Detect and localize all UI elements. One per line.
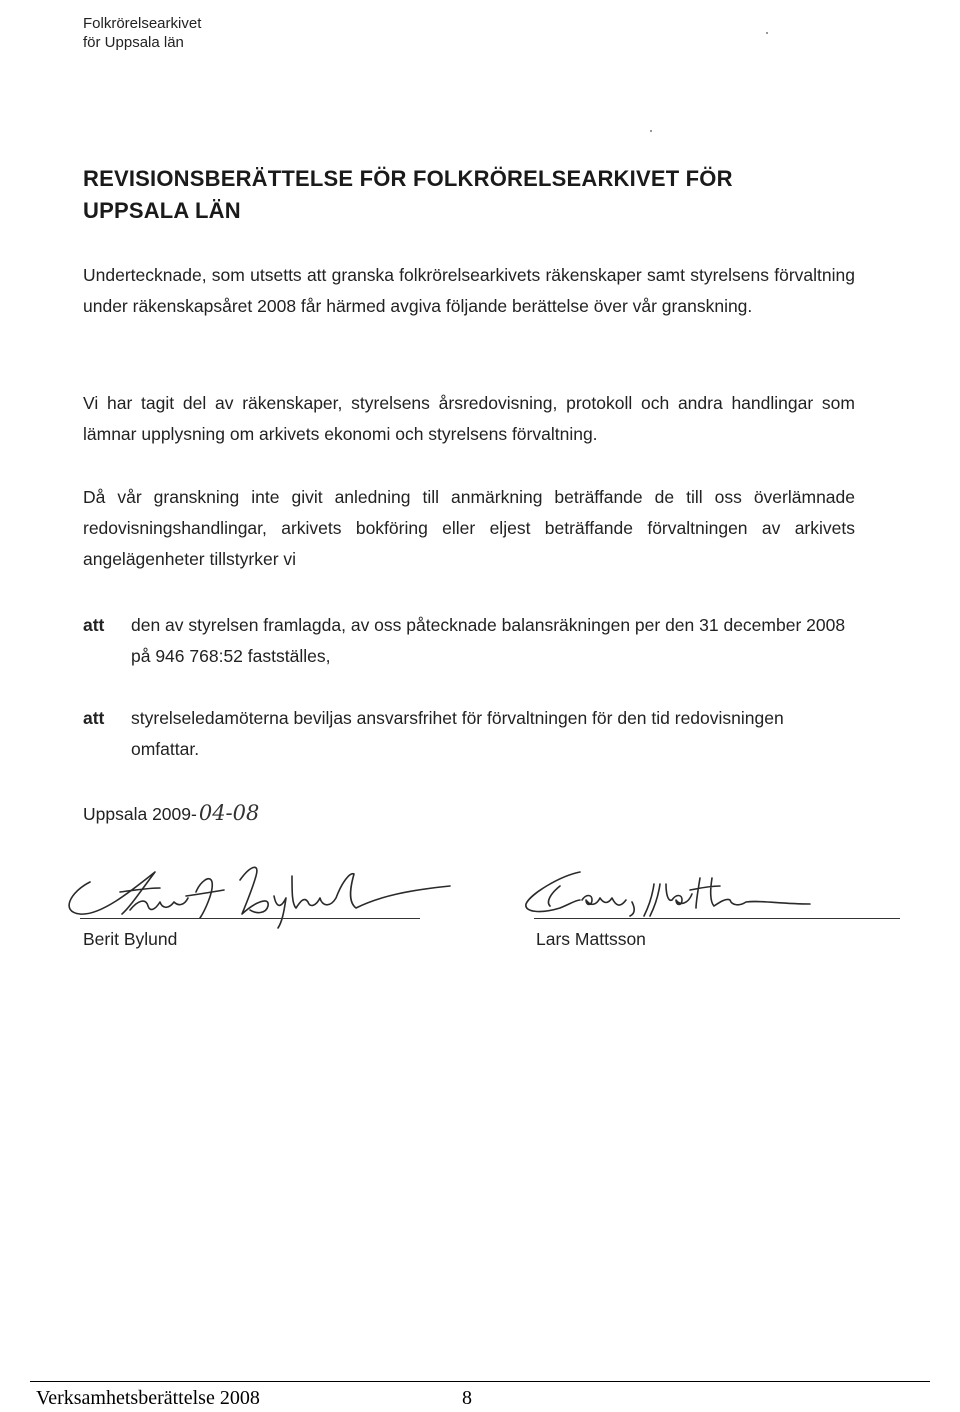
signature-line xyxy=(534,918,900,919)
letterhead-line-1: Folkrörelsearkivet xyxy=(83,15,202,32)
place-date-handwritten: 04-08 xyxy=(198,801,260,825)
signature-berit-bylund xyxy=(60,852,460,932)
footer-page-number: 8 xyxy=(462,1387,472,1409)
paragraph-recommendation: Då vår granskning inte givit anledning till anmärkning beträffande de till oss överlämnade redovisningshandlingar, arkivets bokföring eller eljest beträffande förvaltningen av arkivets angelägenheter tillstyrker vi xyxy=(83,487,855,569)
scan-speck xyxy=(650,130,652,132)
resolution-text: den av styrelsen framlagda, av oss påtecknade balansräkningen per den 31 december 2008 på 946 768:52 fastställes, xyxy=(131,615,846,666)
letterhead xyxy=(83,14,201,52)
document-title: REVISIONSBERÄTTELSE FÖR FOLKRÖRELSEARKIVET FÖR UPPSALA LÄN xyxy=(83,166,733,223)
letterhead-line-2: för Uppsala län xyxy=(83,34,184,51)
place-date-printed: Uppsala 2009- xyxy=(83,804,197,824)
paragraph-review: Vi har tagit del av räkenskaper, styrelsens årsredovisning, protokoll och andra handlingar som lämnar upplysning om arkivets ekonomi och styrelsens förvaltning. xyxy=(83,393,855,444)
place-and-date xyxy=(83,798,259,830)
resolution-marker: att xyxy=(83,708,105,728)
signature-line xyxy=(80,918,420,919)
resolution-text: styrelseledamöterna beviljas ansvarsfrihet för förvaltningen för den tid redovisningen omfattar. xyxy=(131,708,784,759)
footer-rule xyxy=(30,1381,930,1382)
resolution-marker: att xyxy=(83,615,105,635)
signer-name: Lars Mattsson xyxy=(536,929,646,949)
paragraph-intro: Undertecknade, som utsetts att granska folkrörelsearkivets räkenskaper samt styrelsens förvaltning under räkenskapsåret 2008 får härmed avgiva följande berättelse över vår granskning. xyxy=(83,265,855,316)
signer-name: Berit Bylund xyxy=(83,929,178,949)
signature-lars-mattsson xyxy=(520,864,840,924)
scan-speck xyxy=(766,32,768,34)
footer-document-title: Verksamhetsberättelse 2008 xyxy=(36,1387,260,1409)
